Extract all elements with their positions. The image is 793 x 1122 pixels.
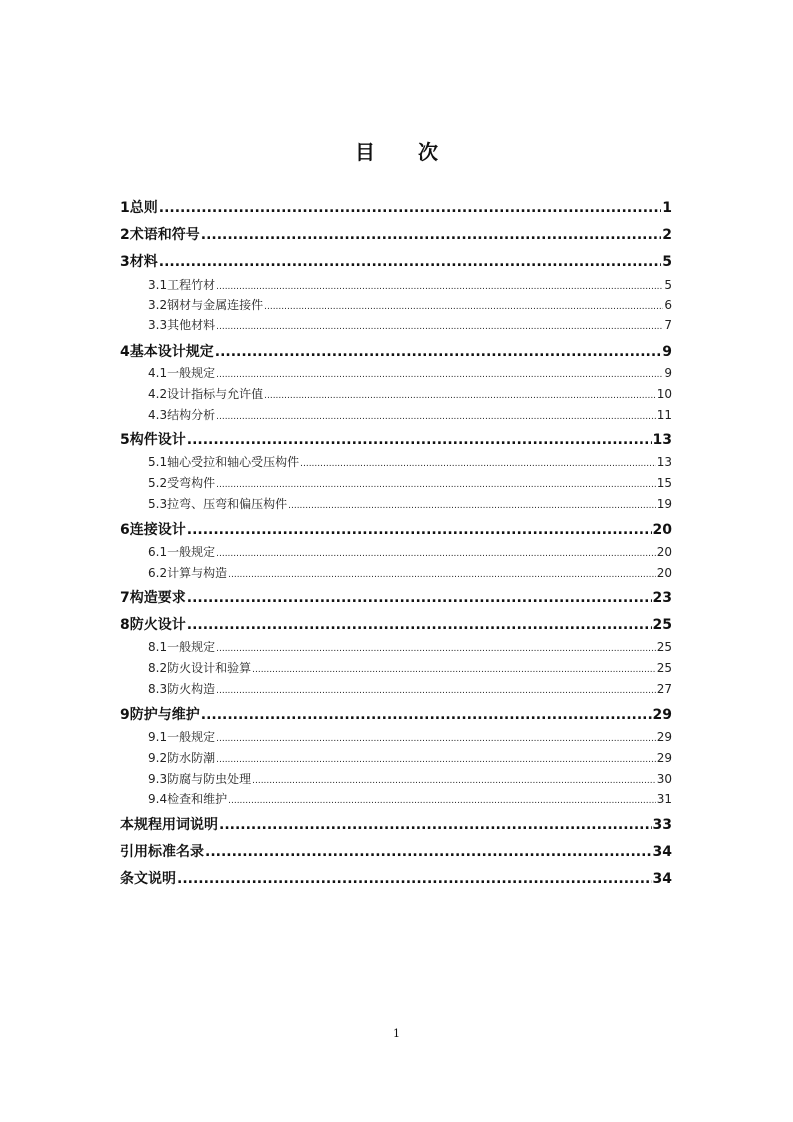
toc-entry-label: 本规程用词说明 — [120, 817, 218, 833]
toc-chapter-entry[interactable] — [120, 251, 672, 271]
toc-section-entry[interactable] — [120, 316, 672, 333]
toc-section-entry[interactable] — [120, 296, 672, 313]
toc-entry-page: 23 — [652, 590, 672, 606]
toc-entry-number: 9 — [120, 707, 130, 723]
toc-entry-number: 8.1 — [148, 640, 168, 654]
toc-entry-number: 8 — [120, 617, 130, 633]
toc-section-entry[interactable] — [120, 728, 672, 745]
toc-entry-label: 防水防潮 — [167, 751, 216, 765]
toc-entry-page: 19 — [656, 497, 672, 511]
toc-entry-number: 2 — [120, 227, 130, 243]
toc-entry-page: 5 — [662, 254, 672, 270]
toc-entry-page: 29 — [652, 707, 672, 723]
toc-dot-leader — [219, 817, 652, 833]
toc-entry-number: 3.1 — [148, 278, 168, 292]
toc-entry-label: 防火设计 — [129, 617, 186, 633]
toc-dot-leader — [216, 682, 656, 696]
toc-entry-number: 5.3 — [148, 497, 168, 511]
toc-dot-leader — [216, 408, 656, 422]
toc-entry-number: 8.2 — [148, 661, 168, 675]
toc-entry-page: 13 — [656, 455, 672, 469]
toc-entry-page: 15 — [656, 476, 672, 490]
toc-entry-number: 3.3 — [148, 318, 168, 332]
toc-entry-number: 9.3 — [148, 772, 168, 786]
toc-entry-page: 25 — [652, 617, 672, 633]
toc-dot-leader — [216, 278, 663, 292]
toc-dot-leader — [264, 387, 656, 401]
toc-entry-number: 6.2 — [148, 566, 168, 580]
toc-dot-leader — [228, 566, 656, 580]
page-title: 目 次 — [355, 140, 456, 164]
toc-entry-number: 9.2 — [148, 751, 168, 765]
toc-entry-number: 8.3 — [148, 682, 168, 696]
toc-entry-page: 1 — [662, 200, 672, 216]
toc-entry-page: 29 — [656, 730, 672, 744]
toc-section-entry[interactable] — [120, 790, 672, 807]
toc-dot-leader — [252, 661, 656, 675]
toc-dot-leader — [187, 522, 652, 538]
toc-dot-leader — [201, 707, 652, 723]
toc-entry-label: 一般规定 — [167, 366, 216, 380]
toc-entry-number: 1 — [120, 200, 130, 216]
toc-entry-label: 术语和符号 — [129, 227, 200, 243]
toc-entry-page: 13 — [652, 432, 672, 448]
toc-entry-number: 6 — [120, 522, 130, 538]
toc-entry-page: 34 — [652, 871, 672, 887]
toc-entry-label: 基本设计规定 — [129, 344, 214, 360]
toc-dot-leader — [252, 772, 656, 786]
toc-entry-label: 工程竹材 — [167, 278, 216, 292]
toc-dot-leader — [159, 200, 662, 216]
toc-entry-label: 结构分析 — [167, 408, 216, 422]
toc-entry-number: 7 — [120, 590, 130, 606]
toc-entry-page: 31 — [656, 792, 672, 806]
toc-entry-number: 3 — [120, 254, 130, 270]
toc-entry-number: 9.1 — [148, 730, 168, 744]
toc-entry-number: 3.2 — [148, 298, 168, 312]
toc-entry-page: 6 — [664, 298, 672, 312]
toc-entry-number: 4.2 — [148, 387, 168, 401]
toc-entry-number: 4.3 — [148, 408, 168, 422]
toc-entry-page: 20 — [656, 545, 672, 559]
toc-dot-leader — [216, 366, 663, 380]
toc-entry-label: 钢材与金属连接件 — [167, 298, 264, 312]
toc-entry-label: 检查和维护 — [167, 792, 228, 806]
toc-dot-leader — [300, 455, 656, 469]
toc-dot-leader — [264, 298, 663, 312]
toc-entry-number: 5.2 — [148, 476, 168, 490]
toc-entry-label: 轴心受拉和轴心受压构件 — [167, 455, 300, 469]
toc-chapter-entry[interactable] — [120, 429, 672, 449]
toc-entry-label: 材料 — [129, 254, 158, 270]
toc-entry-page: 33 — [652, 817, 672, 833]
toc-entry-label: 拉弯、压弯和偏压构件 — [167, 497, 288, 511]
toc-section-entry[interactable] — [120, 749, 672, 766]
toc-entry-label: 构件设计 — [129, 432, 186, 448]
toc-section-entry[interactable] — [120, 659, 672, 676]
toc-entry-label: 条文说明 — [120, 871, 176, 887]
toc-entry-label: 其他材料 — [167, 318, 216, 332]
toc-dot-leader — [187, 590, 652, 606]
toc-entry-label: 计算与构造 — [167, 566, 228, 580]
toc-chapter-entry[interactable] — [120, 868, 672, 888]
toc-dot-leader — [205, 844, 652, 860]
toc-entry-label: 一般规定 — [167, 545, 216, 559]
toc-dot-leader — [215, 344, 662, 360]
toc-entry-label: 总则 — [129, 200, 158, 216]
toc-entry-page: 11 — [656, 408, 672, 422]
toc-entry-label: 受弯构件 — [167, 476, 216, 490]
toc-dot-leader — [201, 227, 662, 243]
toc-section-entry[interactable] — [120, 543, 672, 560]
toc-section-entry[interactable] — [120, 276, 672, 293]
toc-chapter-entry[interactable] — [120, 197, 672, 217]
toc-section-entry[interactable] — [120, 680, 672, 697]
toc-entry-number: 4 — [120, 344, 130, 360]
toc-entry-number: 6.1 — [148, 545, 168, 559]
toc-entry-page: 20 — [656, 566, 672, 580]
toc-entry-page: 20 — [652, 522, 672, 538]
toc-entry-page: 27 — [656, 682, 672, 696]
toc-dot-leader — [216, 545, 656, 559]
toc-dot-leader — [216, 318, 663, 332]
toc-entry-page: 25 — [656, 640, 672, 654]
toc-entry-label: 设计指标与允许值 — [167, 387, 264, 401]
toc-chapter-entry[interactable] — [120, 519, 672, 539]
toc-chapter-entry[interactable] — [120, 704, 672, 724]
toc-section-entry[interactable] — [120, 564, 672, 581]
toc-entry-page: 9 — [664, 366, 672, 380]
toc-entry-page: 25 — [656, 661, 672, 675]
toc-entry-number: 4.1 — [148, 366, 168, 380]
toc-entry-label: 连接设计 — [129, 522, 186, 538]
toc-entry-page: 9 — [662, 344, 672, 360]
toc-dot-leader — [216, 730, 656, 744]
toc-dot-leader — [177, 871, 652, 887]
toc-chapter-entry[interactable] — [120, 814, 672, 834]
toc-section-entry[interactable] — [120, 495, 672, 512]
toc-entry-label: 防护与维护 — [129, 707, 200, 723]
toc-chapter-entry[interactable] — [120, 224, 672, 244]
toc-chapter-entry[interactable] — [120, 614, 672, 634]
toc-section-entry[interactable] — [120, 638, 672, 655]
toc-entry-page: 2 — [662, 227, 672, 243]
toc-dot-leader — [228, 792, 656, 806]
toc-entry-label: 防火设计和验算 — [167, 661, 252, 675]
toc-entry-label: 一般规定 — [167, 640, 216, 654]
page-number: 1 — [393, 1027, 400, 1040]
toc-entry-page: 30 — [656, 772, 672, 786]
toc-dot-leader — [288, 497, 656, 511]
toc-chapter-entry[interactable] — [120, 841, 672, 861]
toc-entry-label: 引用标准名录 — [120, 844, 204, 860]
toc-dot-leader — [159, 254, 662, 270]
toc-entry-label: 构造要求 — [129, 590, 186, 606]
toc-entry-page: 29 — [656, 751, 672, 765]
toc-entry-number: 5.1 — [148, 455, 168, 469]
toc-entry-page: 5 — [664, 278, 672, 292]
toc-entry-number: 9.4 — [148, 792, 168, 806]
toc-dot-leader — [187, 617, 652, 633]
toc-chapter-entry[interactable] — [120, 341, 672, 361]
toc-dot-leader — [216, 640, 656, 654]
toc-dot-leader — [216, 751, 656, 765]
toc-section-entry[interactable] — [120, 770, 672, 787]
toc-dot-leader — [187, 432, 652, 448]
toc-entry-page: 10 — [656, 387, 672, 401]
toc-entry-page: 34 — [652, 844, 672, 860]
toc-section-entry[interactable] — [120, 364, 672, 381]
toc-dot-leader — [216, 476, 656, 490]
toc-entry-label: 防火构造 — [167, 682, 216, 696]
toc-entry-number: 5 — [120, 432, 130, 448]
toc-entry-page: 7 — [664, 318, 672, 332]
toc-section-entry[interactable] — [120, 453, 672, 470]
toc-entry-label: 防腐与防虫处理 — [167, 772, 252, 786]
toc-section-entry[interactable] — [120, 385, 672, 402]
toc-entry-label: 一般规定 — [167, 730, 216, 744]
toc-section-entry[interactable] — [120, 406, 672, 423]
toc-chapter-entry[interactable] — [120, 587, 672, 607]
toc-section-entry[interactable] — [120, 474, 672, 491]
